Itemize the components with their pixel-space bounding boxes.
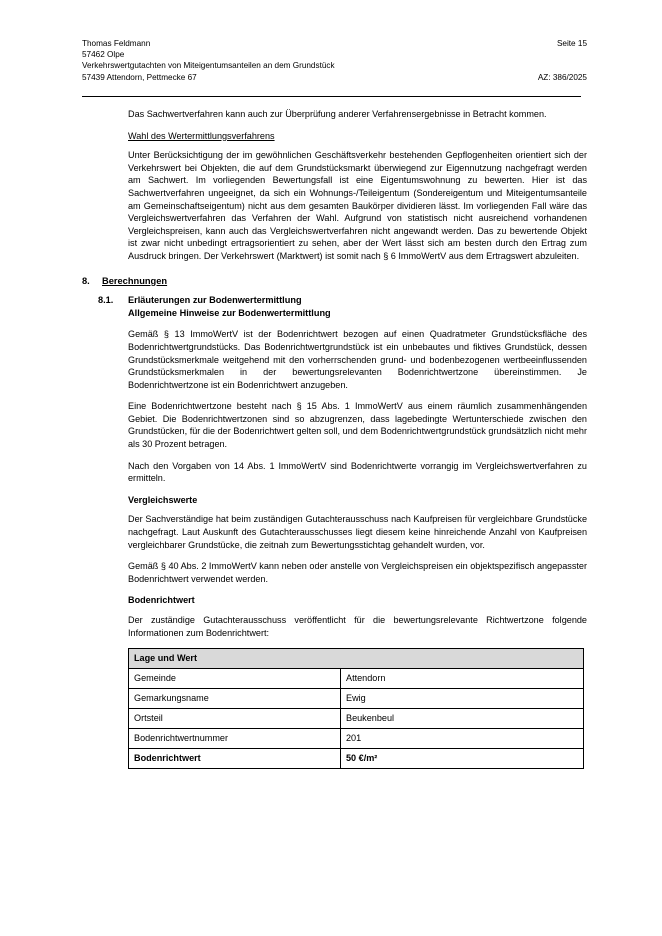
table-body [129,649,584,769]
table-cell-value: 201 [341,729,584,749]
section-number-8: 8. [82,275,90,286]
section-title-8: Berechnungen [102,275,168,286]
table-cell-value: Ewig [341,689,584,709]
page-header [82,38,587,83]
table-header-cell: Lage und Wert [129,649,584,669]
table-row [129,729,584,749]
paragraph-gemaess-40-abs-2: Gemäß § 40 Abs. 2 ImmoWertV kann neben oder anstelle von Vergleichspreisen ein objektspezifisch angepasster Bodenrichtwert verwendet werden. [128,561,587,584]
subsection-heading-8-1 [82,294,587,307]
object-address: 57439 Attendorn, Pettmecke 67 [82,72,197,82]
header-bottom-row [82,72,587,83]
table-header-row [129,649,584,669]
subsection-subtitle-allgemeine-hinweise: Allgemeine Hinweise zur Bodenwertermittlung [128,307,331,318]
file-number: AZ: 386/2025 [537,72,587,82]
table-cell-label: Gemeinde [129,669,341,689]
table-cell-label: Bodenrichtwertnummer [129,729,341,749]
table-row [129,669,584,689]
heading-vergleichswerte: Vergleichswerte [128,494,198,505]
bodenrichtwert-table [128,648,584,769]
section-heading-8 [82,275,587,288]
appraiser-name: Thomas Feldmann [82,39,151,48]
paragraph-gemaess-13-immowertv: Gemäß § 13 ImmoWertV ist der Bodenrichtwert bezogen auf einen Quadratmeter Grundstücksfläche des Bodenrichtwertgrundstücks. Das Bodenrichtwertgrundstück ist ein unbebautes und fiktives Grundstück, dessen Grundstücksmerkmale weitgehend mit den vorherrschenden grund- und bodenbezogenen wertbeeinflussenden Grundstücksmerkmalen in der bewertungsrelevanten Bodenrichtwertzone übereinstimmen. Je Bodenrichtwertzone ist ein Bodenrichtwert anzugeben. [128,329,587,390]
header-left-block [82,38,547,72]
table-cell-value: 50 €/m² [341,749,584,769]
subsection-title-8-1: Erläuterungen zur Bodenwertermittlung [128,295,302,306]
header-divider [82,96,581,97]
table-cell-value: Attendorn [341,669,584,689]
table-row [129,749,584,769]
heading-bodenrichtwert: Bodenrichtwert [128,595,195,606]
report-title: Verkehrswertgutachten von Miteigentumsanteilen an dem Grundstück [82,61,335,71]
paragraph-vergleichswerte: Der Sachverständige hat beim zuständigen Gutachterausschuss nach Kaufpreisen für vergleichbare Grundstücke nachgefragt. Laut Auskunft des Gutachterausschusses liegt diesem keine hinreichende Anzahl von Kaufpreisen vergleichbarer Grundstücke, die zeitnah zum Bewertungsstichtag gehandelt wurden, vor. [128,514,587,550]
table-cell-label: Gemarkungsname [129,689,341,709]
header-top-row [82,38,587,72]
table-row [129,689,584,709]
subsection-number-8-1: 8.1. [98,295,114,306]
document-body [82,108,587,769]
table-cell-value: Beukenbeul [341,709,584,729]
table-cell-label: Ortsteil [129,709,341,729]
paragraph-bodenrichtwertzone: Eine Bodenrichtwertzone besteht nach § 15 Abs. 1 ImmoWertV aus einem räumlich zusammenhängenden Gebiet. Die Bodenrichtwertzonen sind so abzugrenzen, dass lagebedingte Wertunterschiede zwischen den Grundstücken, für die der Bodenrichtwert gelten soll, und dem Bodenrichtwertgrundstück grundsätzlich nicht mehr als 30 Prozent betragen. [128,401,587,450]
paragraph-vorgaben-14-abs-1: Nach den Vorgaben von 14 Abs. 1 ImmoWertV sind Bodenrichtwerte vorrangig im Vergleichswertverfahren zu ermitteln. [128,460,587,484]
paragraph-wahl-verfahren: Unter Berücksichtigung der im gewöhnlichen Geschäftsverkehr bestehenden Gepflogenheiten orientiert sich der Verkehrswert bei Objekten, die auf dem Grundstücksmarkt überwiegend zur Eigennutzung nachgefragt werden am Sachwert. Im vorliegenden Bewertungsfall ist eine Eigentumswohnung zu bewerten. Hier ist das Sachwertverfahren ungeeignet, da sich ein Wohnungs-/Teileigentum (Sondereigentum und Miteigentumsanteile am Gemeinschaftseigentum) nicht aus dem gesamten Baukörper dividieren lässt. Im vorliegenden Fall wäre das Vergleichswertverfahren das Verfahren der Wahl. Aufgrund von statistisch nicht ausreichend vorhandenen Vergleichspreisen, kann auch das Vergleichswertverfahren nicht angewandt werden. Das zu bewertende Objekt ist zwar nicht unbedingt ertragsorientiert zu sehen, aber der Wert lässt sich am besten durch den Ertrag zum Ausdruck bringen. Der Verkehrswert (Marktwert) ist somit nach § 6 ImmoWertV aus dem Ertragswert abzuleiten. [128,150,587,261]
table-row [129,709,584,729]
heading-wahl-wertermittlungsverfahren: Wahl des Wertermittlungsverfahrens [128,130,275,141]
table-cell-label: Bodenrichtwert [129,749,341,769]
paragraph-sachwertverfahren: Das Sachwertverfahren kann auch zur Überprüfung anderer Verfahrensergebnisse in Betracht kommen. [128,109,547,119]
appraiser-address: 57462 Olpe [82,50,125,60]
page-number-label: Seite 15 [556,39,587,48]
paragraph-gutachterausschuss-info: Der zuständige Gutachterausschuss veröffentlicht für die bewertungsrelevante Richtwertzone folgende Informationen zum Bodenrichtwert: [128,615,587,638]
